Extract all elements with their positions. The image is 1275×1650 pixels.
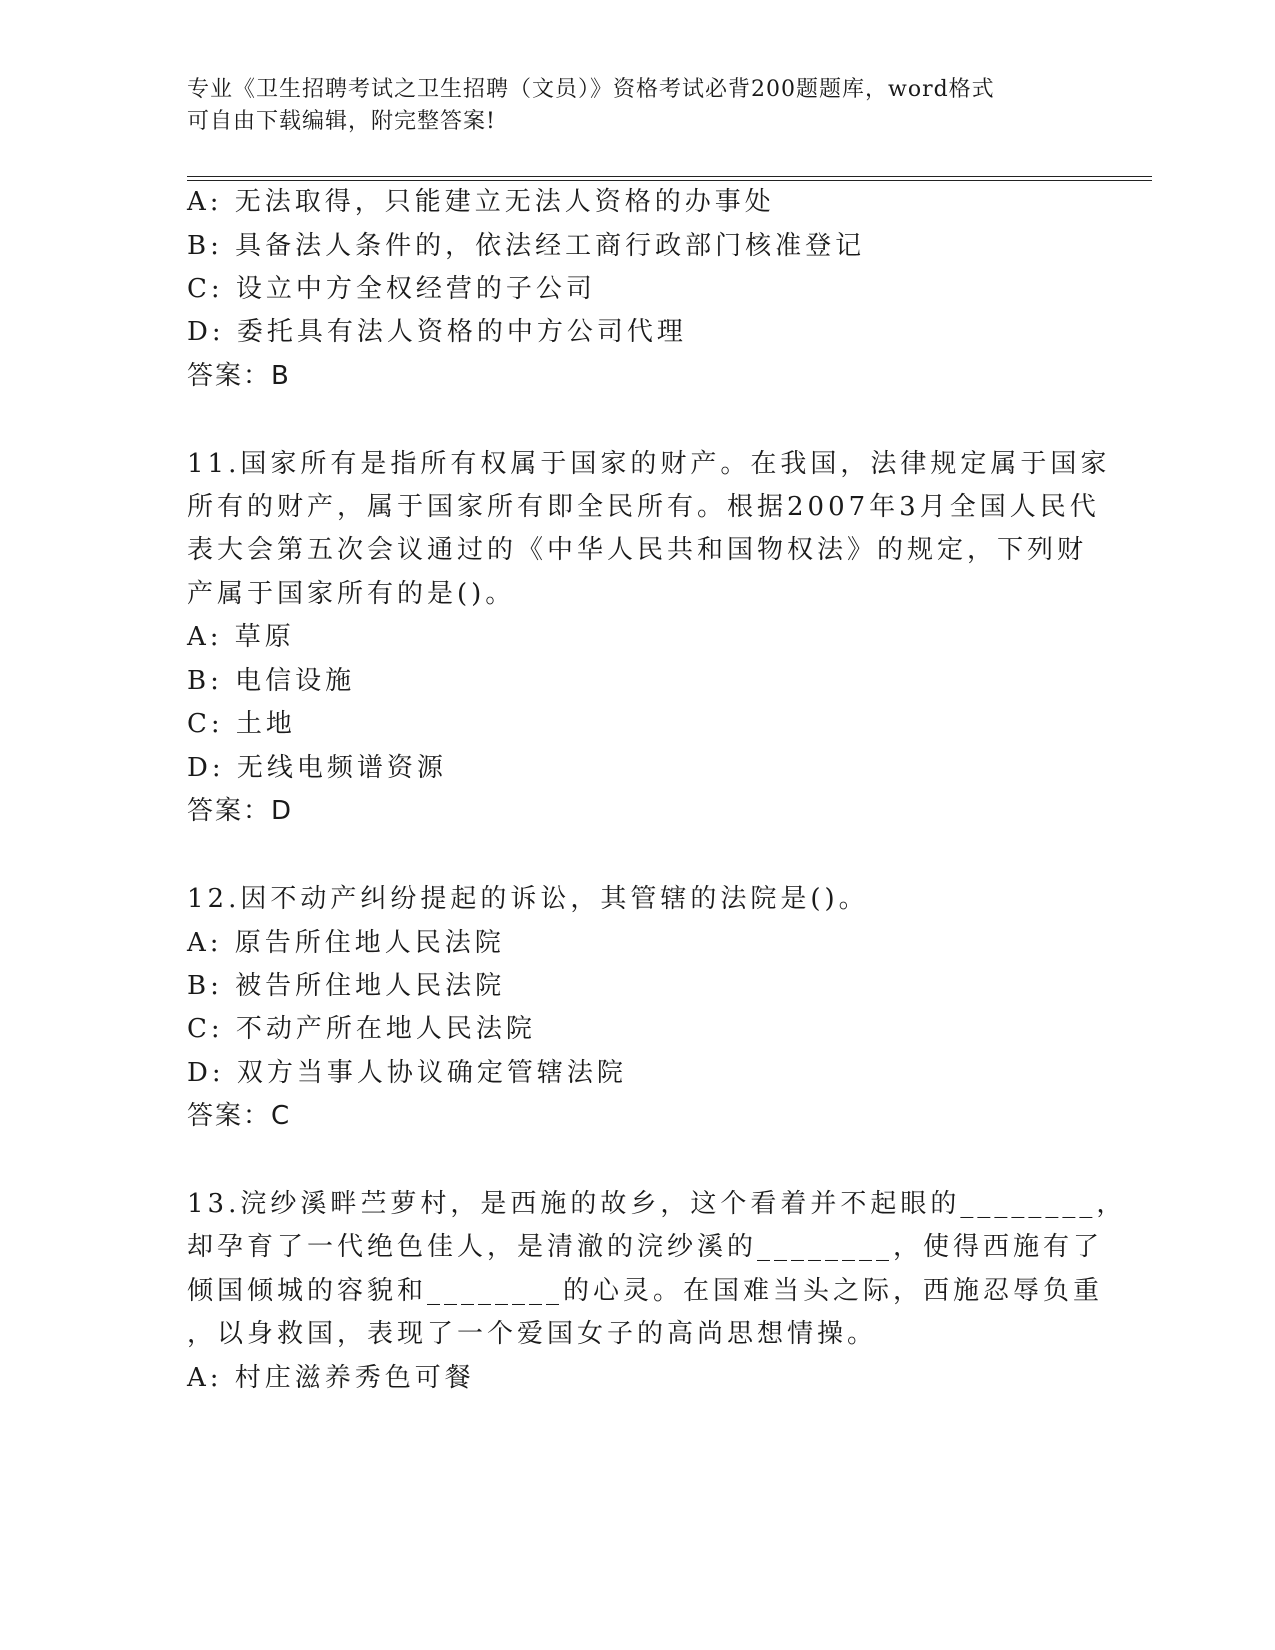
q10-option-d: D: 委托具有法人资格的中方公司代理: [187, 317, 687, 347]
header-divider-bottom: [187, 180, 1152, 181]
q11-option-d: D: 无线电频谱资源: [187, 753, 447, 783]
q13-stem-line-4: ，以身救国，表现了一个爱国女子的高尚思想情操。: [187, 1319, 878, 1349]
q13-stem-line-2: 却孕育了一代绝色佳人，是清澈的浣纱溪的________，使得西施有了: [187, 1232, 1104, 1262]
q13-stem-line-3: 倾国倾城的容貌和________的心灵。在国难当头之际，西施忍辱负重: [187, 1276, 1104, 1306]
q11-stem-line-1: 11.国家所有是指所有权属于国家的财产。在我国，法律规定属于国家: [187, 449, 1111, 479]
q12-stem-line-1: 12.因不动产纠纷提起的诉讼，其管辖的法院是()。: [187, 884, 869, 914]
q12-option-c: C: 不动产所在地人民法院: [187, 1014, 536, 1044]
q11-option-c: C: 土地: [187, 709, 296, 739]
q11-stem-line-4: 产属于国家所有的是()。: [187, 579, 516, 609]
q11-answer: 答案：D: [187, 796, 294, 826]
q12-answer: 答案：C: [187, 1101, 292, 1131]
header-line-2: 可自由下载编辑，附完整答案!: [187, 109, 496, 134]
q10-option-c: C: 设立中方全权经营的子公司: [187, 274, 596, 304]
q10-option-b: B: 具备法人条件的，依法经工商行政部门核准登记: [187, 231, 866, 261]
q11-option-a: A: 草原: [187, 622, 295, 652]
document-header: [187, 74, 1087, 138]
q12-option-a: A: 原告所住地人民法院: [187, 928, 505, 958]
q11-stem-line-2: 所有的财产，属于国家所有即全民所有。根据2007年3月全国人民代: [187, 492, 1100, 522]
q13-option-a: A: 村庄滋养秀色可餐: [187, 1363, 475, 1393]
q12-option-b: B: 被告所住地人民法院: [187, 971, 506, 1001]
q10-option-a: A: 无法取得，只能建立无法人资格的办事处: [187, 187, 775, 217]
header-divider-top: [187, 176, 1152, 177]
q12-option-d: D: 双方当事人协议确定管辖法院: [187, 1058, 627, 1088]
q11-stem-line-3: 表大会第五次会议通过的《中华人民共和国物权法》的规定，下列财: [187, 535, 1088, 565]
q13-stem-line-1: 13.浣纱溪畔苎萝村，是西施的故乡，这个看着并不起眼的________，: [187, 1189, 1127, 1219]
header-line-1: 专业《卫生招聘考试之卫生招聘（文员）》资格考试必背200题题库，word格式: [187, 77, 995, 102]
q10-answer: 答案：B: [187, 361, 291, 391]
q11-option-b: B: 电信设施: [187, 666, 356, 696]
